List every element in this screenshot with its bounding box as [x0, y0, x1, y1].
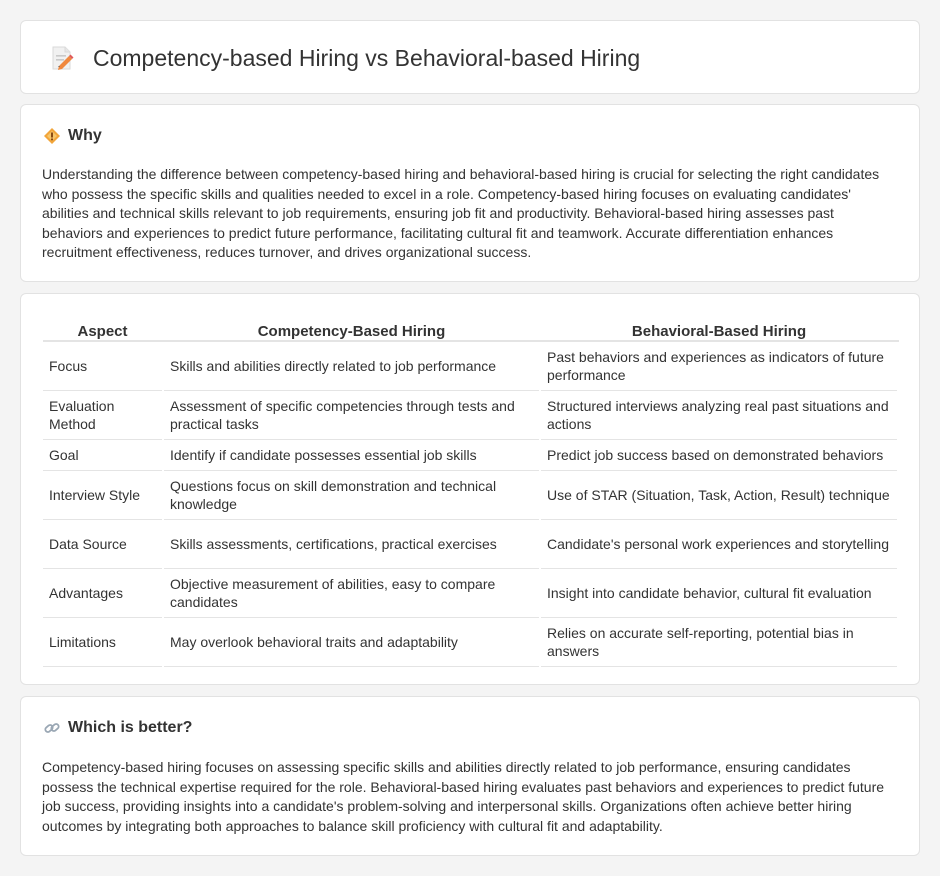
why-heading: Why	[68, 127, 102, 144]
competency-cell: May overlook behavioral traits and adaptability	[163, 617, 540, 666]
competency-cell: Skills and abilities directly related to job performance	[163, 341, 540, 390]
diamond-icon	[43, 127, 61, 145]
behavioral-cell: Use of STAR (Situation, Task, Action, Result) technique	[540, 470, 898, 519]
document-pencil-icon	[47, 43, 77, 73]
aspect-cell: Data Source	[43, 519, 163, 568]
competency-cell: Objective measurement of abilities, easy to compare candidates	[163, 568, 540, 617]
behavioral-cell: Past behaviors and experiences as indicators of future performance	[540, 341, 898, 390]
table-row	[43, 439, 898, 470]
comparison-table	[43, 313, 899, 667]
table-row	[43, 390, 898, 439]
competency-cell: Questions focus on skill demonstration and technical knowledge	[163, 470, 540, 519]
page-title: Competency-based Hiring vs Behavioral-based Hiring	[93, 44, 641, 71]
aspect-cell: Advantages	[43, 568, 163, 617]
table-row	[43, 617, 898, 666]
aspect-cell: Limitations	[43, 617, 163, 666]
better-body: Competency-based hiring focuses on assessing specific skills and abilities directly related to job performance, ensuring candidates possess the technical expertise required for the role. Behavioral-based hiring evaluates past behaviors and experiences to predict future job success, providing insights into a candidate's problem-solving and interpersonal skills. Organizations often achieve better hiring outcomes by integrating both approaches to balance skill proficiency with cultural fit and adaptability.	[42, 759, 885, 834]
why-section	[20, 104, 920, 282]
header-behavioral: Behavioral-Based Hiring	[540, 313, 898, 341]
behavioral-cell: Insight into candidate behavior, cultural fit evaluation	[540, 568, 898, 617]
behavioral-cell: Structured interviews analyzing real past situations and actions	[540, 390, 898, 439]
table-row	[43, 568, 898, 617]
behavioral-cell: Relies on accurate self-reporting, potential bias in answers	[540, 617, 898, 666]
table-row	[43, 470, 898, 519]
competency-cell: Identify if candidate possesses essential job skills	[163, 439, 540, 470]
competency-cell: Skills assessments, certifications, practical exercises	[163, 519, 540, 568]
table-row	[43, 341, 898, 390]
table-row	[43, 519, 898, 568]
which-is-better-section	[20, 696, 920, 856]
link-icon	[43, 719, 61, 737]
aspect-cell: Interview Style	[43, 470, 163, 519]
table-header-row	[43, 313, 898, 341]
aspect-cell: Goal	[43, 439, 163, 470]
behavioral-cell: Predict job success based on demonstrated behaviors	[540, 439, 898, 470]
better-heading: Which is better?	[68, 719, 193, 736]
better-heading-row	[43, 719, 192, 737]
header-competency: Competency-Based Hiring	[163, 313, 540, 341]
header-aspect: Aspect	[43, 313, 163, 341]
why-heading-row	[43, 127, 102, 145]
aspect-cell: Evaluation Method	[43, 390, 163, 439]
comparison-table-card	[20, 293, 920, 685]
why-body: Understanding the difference between competency-based hiring and behavioral-based hiring is crucial for selecting the right candidates who possess the specific skills and qualities needed to excel in a role. Competency-based hiring focuses on evaluating candidates' abilities and technical skills relevant to job requirements, ensuring job fit and productivity. Behavioral-based hiring assesses past behaviors and experiences to predict future performance, facilitating cultural fit and teamwork. Accurate differentiation enhances recruitment effectiveness, reduces turnover, and drives organizational success.	[42, 166, 880, 261]
title-row	[47, 43, 640, 73]
header-card	[20, 20, 920, 94]
aspect-cell: Focus	[43, 341, 163, 390]
competency-cell: Assessment of specific competencies through tests and practical tasks	[163, 390, 540, 439]
behavioral-cell: Candidate's personal work experiences and storytelling	[540, 519, 898, 568]
